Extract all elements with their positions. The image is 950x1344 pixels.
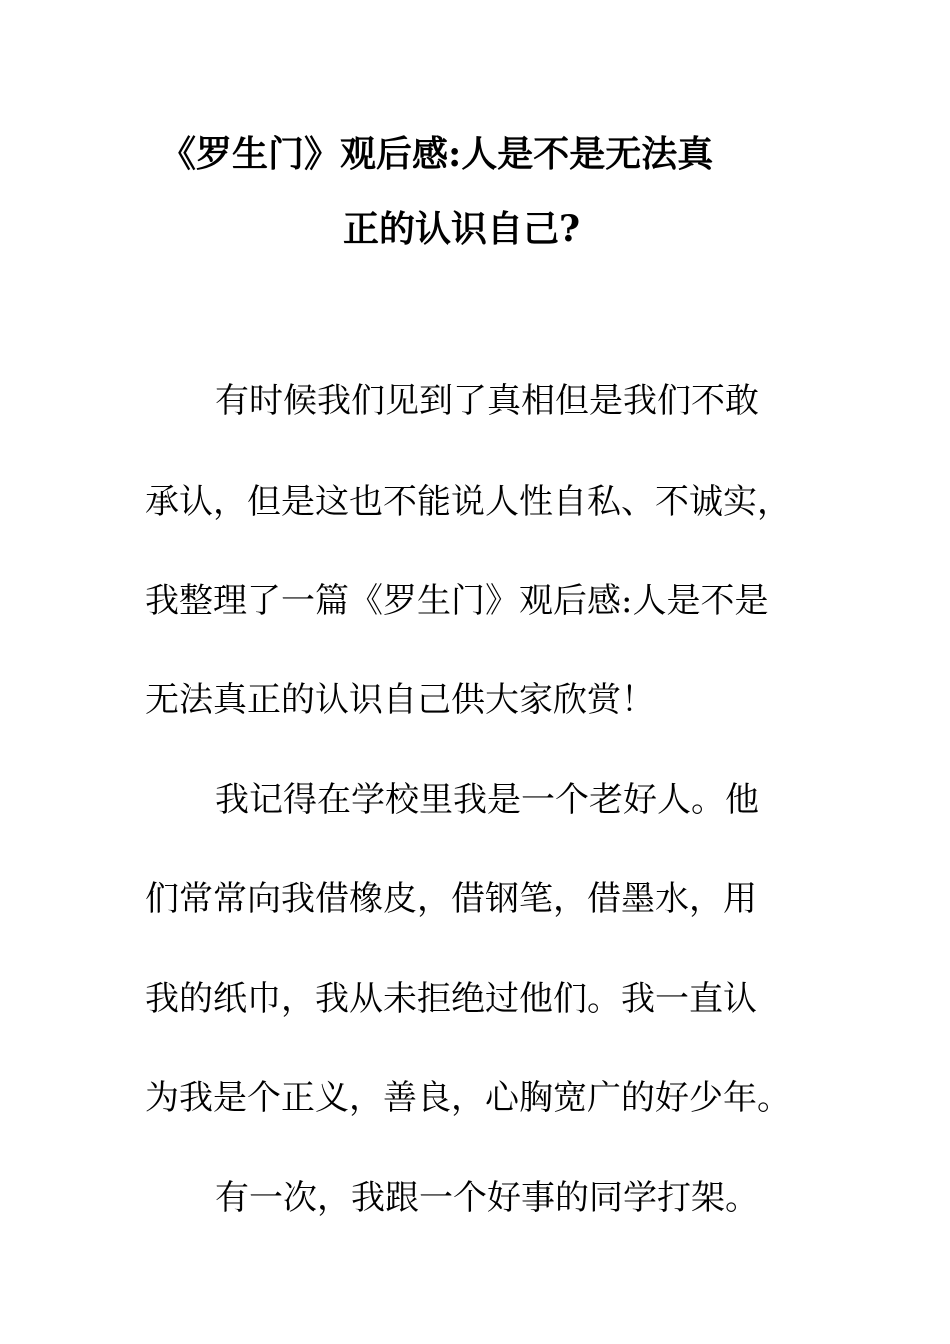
body-line-6: 们常常向我借橡皮，借钢笔，借墨水，用	[145, 879, 757, 919]
document-title-line-1: 《罗生门》观后感:人是不是无法真	[160, 133, 714, 175]
body-line-1: 有时候我们见到了真相但是我们不敢	[215, 381, 759, 421]
body-line-9: 有一次，我跟一个好事的同学打架。	[215, 1178, 759, 1218]
document-title-line-2: 正的认识自己?	[343, 208, 581, 250]
body-line-4: 无法真正的认识自己供大家欣赏！	[145, 680, 655, 720]
body-line-3: 我整理了一篇《罗生门》观后感:人是不是	[145, 581, 769, 621]
body-line-8: 为我是个正义，善良，心胸宽广的好少年。	[145, 1078, 791, 1118]
body-line-5: 我记得在学校里我是一个老好人。他	[215, 780, 759, 820]
body-line-7: 我的纸巾，我从未拒绝过他们。我一直认	[145, 979, 757, 1019]
body-line-2: 承认，但是这也不能说人性自私、不诚实，	[145, 482, 791, 522]
